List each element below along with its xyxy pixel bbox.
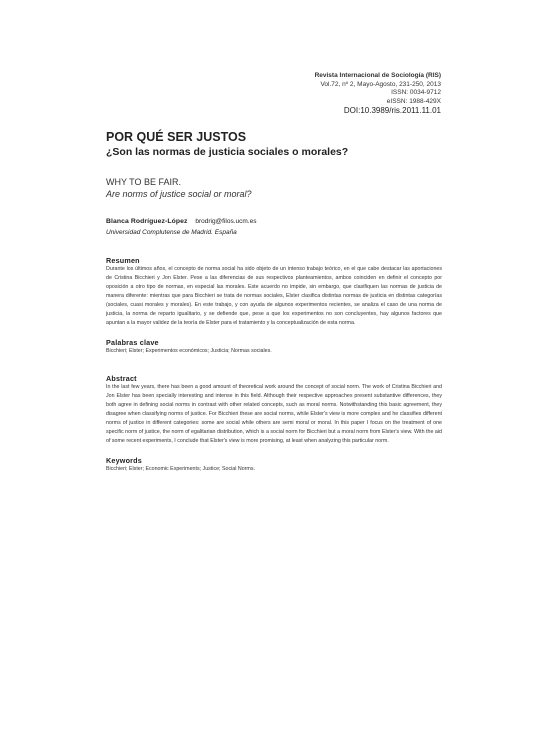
journal-issn: ISSN: 0034-9712 bbox=[391, 89, 441, 97]
palabras-clave-section bbox=[106, 338, 442, 356]
author-block bbox=[106, 216, 442, 238]
article-front-matter bbox=[106, 130, 442, 474]
resumen-body: Durante los últimos años, el concepto de norma social ha sido objeto de un intenso trabajo teórico, en el que cabe destacar las aportaciones de Cristina Bicchieri y Jon Elster. Pese a las diferencias de sus respectivos planteamientos, ambos coinciden en definir el concepto por oposición a otro tipo de normas, en especial las morales. Este acuerdo no impide, sin embargo, que clasifiquen las normas de justicia de manera diferente: mientras que para Bicchieri se trata de normas sociales, Elster clasifica distintas normas de justicia en distintas categorías (sociales, cuasi morales y morales). En este trabajo, y con ayuda de algunos experimentos recientes, se analiza el caso de una norma de justicia, la norma de reparto igualitario, y se defiende que, pese a que los experimentos no son concluyentes, hay algunos factores que apuntan a la mayor validez de la teoría de Elster para el tratamiento y la conceptualización de esta norma. bbox=[106, 266, 442, 326]
journal-volume: Vol.72, nº 2, Mayo-Agosto, 231-250, 2013 bbox=[320, 80, 441, 88]
keywords-heading: Keywords bbox=[106, 456, 142, 465]
resumen-heading: Resumen bbox=[106, 256, 140, 265]
subtitle-english: Are norms of justice social or moral? bbox=[106, 189, 252, 199]
abstract-body: In the last few years, there has been a good amount of theoretical work around the concept of social norm. The work of Cristina Bicchieri and Jon Elster has been specially interesting and intense in this field. Although their respective approaches present substantive differences, they both agree in defining social norms in contrast with other related concepts, such as moral norms. Notwithstanding this basic agreement, they disagree when classifying norms of justice. For Bicchieri these are social norms, while Elster's view is more complex and he classifies different norms of justice in different categories: some are social while others are semi moral or moral. In this paper I focus on the treatment of one specific norm of justice, the norm of egalitarian distribution, which is a social norm for Bicchieri but a moral norm from Elster's view. With the aid of some recent experiments, I conclude that Elster's view is more promising, at least when analyzing this particular norm. bbox=[106, 384, 442, 444]
abstract-section bbox=[106, 374, 442, 446]
author-email[interactable]: brodrig@filos.ucm.es bbox=[195, 218, 257, 225]
resumen-section bbox=[106, 256, 442, 328]
subtitle-spanish: ¿Son las normas de justicia sociales o morales? bbox=[106, 146, 349, 158]
journal-eissn: eISSN: 1988-429X bbox=[386, 97, 441, 105]
abstract-heading: Abstract bbox=[106, 374, 137, 383]
author-name: Blanca Rodríguez-López bbox=[106, 218, 188, 225]
keywords-section bbox=[106, 456, 442, 474]
title-english: WHY TO BE FAIR. bbox=[106, 177, 182, 187]
journal-doi: DOI:10.3989/ris.2011.11.01 bbox=[343, 106, 441, 116]
palabras-clave-body: Bicchieri; Elster; Experimentos económicos; Justicia; Normas sociales. bbox=[106, 348, 272, 354]
title-spanish: POR QUÉ SER JUSTOS bbox=[106, 130, 247, 144]
journal-header bbox=[181, 72, 441, 116]
author-affiliation: Universidad Complutense de Madrid. España bbox=[106, 229, 237, 236]
keywords-body: Bicchieri; Elster; Economic Experiments; Justice; Social Norms. bbox=[106, 466, 255, 472]
palabras-clave-heading: Palabras clave bbox=[106, 338, 159, 347]
journal-name: Revista Internacional de Sociología (RIS) bbox=[314, 72, 441, 79]
